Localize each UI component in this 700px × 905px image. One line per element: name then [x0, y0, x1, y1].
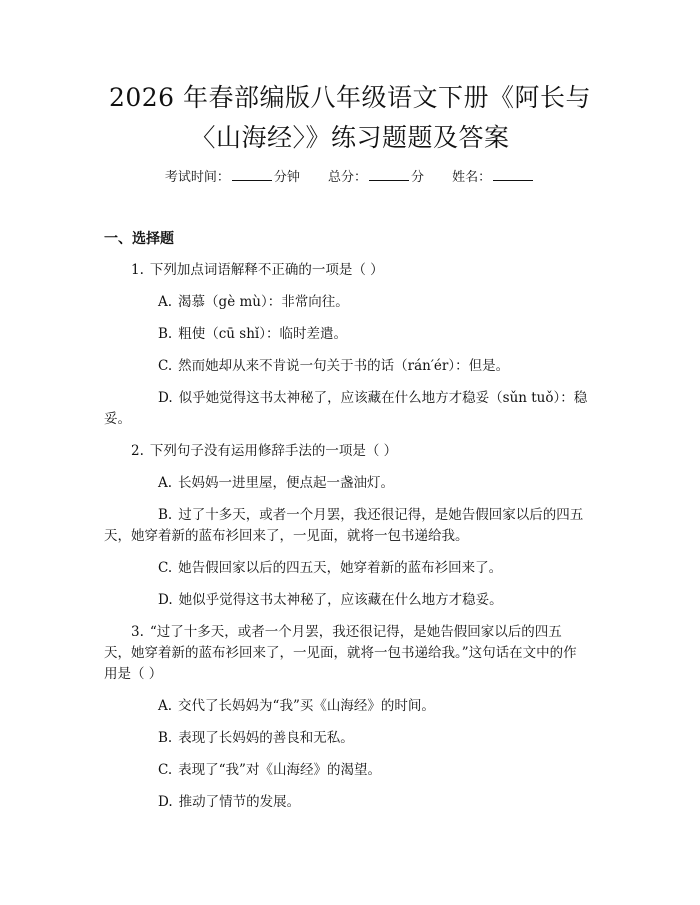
total-score-blank[interactable] — [369, 168, 409, 181]
question-3-option-d — [158, 792, 300, 812]
option-label: B. — [158, 326, 173, 342]
option-text: 似乎她觉得这书太神秘了，应该藏在什么地方才稳妥（sǔn tuǒ）：稳 — [178, 390, 588, 406]
question-1-option-d-continued: 妥。 — [104, 411, 131, 427]
option-label: A. — [158, 294, 173, 310]
question-1-option-d — [158, 388, 587, 408]
option-label: A. — [158, 698, 173, 714]
option-label: B. — [158, 730, 173, 746]
option-label: A. — [158, 475, 173, 491]
question-1-option-b — [158, 324, 347, 344]
question-3-option-a — [158, 696, 435, 716]
section-heading-choice: 一、选择题 — [104, 231, 174, 247]
question-2-option-b-continued: 天，她穿着新的蓝布衫回来了，一见面，就将一包书递给我。 — [104, 528, 469, 544]
question-1-stem — [131, 260, 384, 280]
question-3-stem-continued-1: 天，她穿着新的蓝布衫回来了，一见面，就将一包书递给我。”这句话在文中的作 — [104, 645, 577, 661]
option-text: 推动了情节的发展。 — [178, 794, 301, 810]
option-label: D. — [158, 592, 173, 608]
exam-time-field — [165, 168, 300, 188]
exam-time-unit: 分钟 — [273, 170, 300, 185]
option-text: 交代了长妈妈为“我”买《山海经》的时间。 — [178, 698, 435, 714]
option-text: 她似乎觉得这书太神秘了，应该藏在什么地方才稳妥。 — [178, 592, 503, 608]
option-label: D. — [158, 390, 173, 406]
student-name-field — [452, 168, 535, 188]
total-score-unit: 分 — [411, 170, 425, 185]
question-2-text: 下列句子没有运用修辞手法的一项是（ ） — [149, 443, 398, 459]
student-name-blank[interactable] — [493, 168, 533, 181]
option-text: 她告假回家以后的四五天，她穿着新的蓝布衫回来了。 — [178, 560, 503, 576]
total-score-label: 总分： — [327, 170, 367, 185]
question-2-option-b — [158, 505, 583, 525]
option-text: 表现了“我”对《山海经》的渴望。 — [178, 762, 381, 778]
option-text: 然而她却从来不肯说一句关于书的话（rán′ér）：但是。 — [178, 358, 510, 374]
page-title-line-2: 〈山海经〉》练习题题及答案 — [190, 123, 510, 152]
option-label: C. — [158, 358, 173, 374]
question-3-option-b — [158, 728, 354, 748]
question-1-option-c — [158, 356, 509, 376]
option-label: C. — [158, 560, 173, 576]
page-title-line-1: 2026 年春部编版八年级语文下册《阿长与 — [108, 83, 592, 112]
question-2-option-a — [158, 473, 394, 493]
question-1-option-a — [158, 292, 349, 312]
option-text: 长妈妈一进里屋，便点起一盏油灯。 — [178, 475, 395, 491]
exam-time-blank[interactable] — [232, 168, 272, 181]
question-3-option-c — [158, 760, 381, 780]
question-1-number: 1. — [131, 262, 144, 278]
option-label: C. — [158, 762, 173, 778]
exam-time-label: 考试时间： — [164, 170, 230, 185]
question-3-stem — [131, 622, 562, 642]
question-2-option-c — [158, 558, 502, 578]
option-text: 表现了长妈妈的善良和无私。 — [178, 730, 354, 746]
exam-meta — [0, 168, 700, 188]
student-name-label: 姓名： — [452, 170, 492, 185]
option-text: 过了十多天，或者一个月罢，我还很记得，是她告假回家以后的四五 — [178, 507, 584, 523]
question-2-option-d — [158, 590, 503, 610]
question-3-text: “过了十多天，或者一个月罢，我还很记得，是她告假回家以后的四五 — [149, 624, 562, 640]
option-label: B. — [158, 507, 173, 523]
question-2-number: 2. — [131, 443, 144, 459]
question-2-stem — [131, 441, 397, 461]
question-3-number: 3. — [131, 624, 144, 640]
question-3-stem-continued-2: 用是（ ） — [104, 666, 163, 682]
question-1-text: 下列加点词语解释不正确的一项是（ ） — [149, 262, 384, 278]
option-text: 渴慕（gè mù）：非常向往。 — [178, 294, 349, 310]
option-label: D. — [158, 794, 173, 810]
total-score-field — [328, 168, 424, 188]
option-text: 粗使（cū shǐ）：临时差遣。 — [178, 326, 347, 342]
